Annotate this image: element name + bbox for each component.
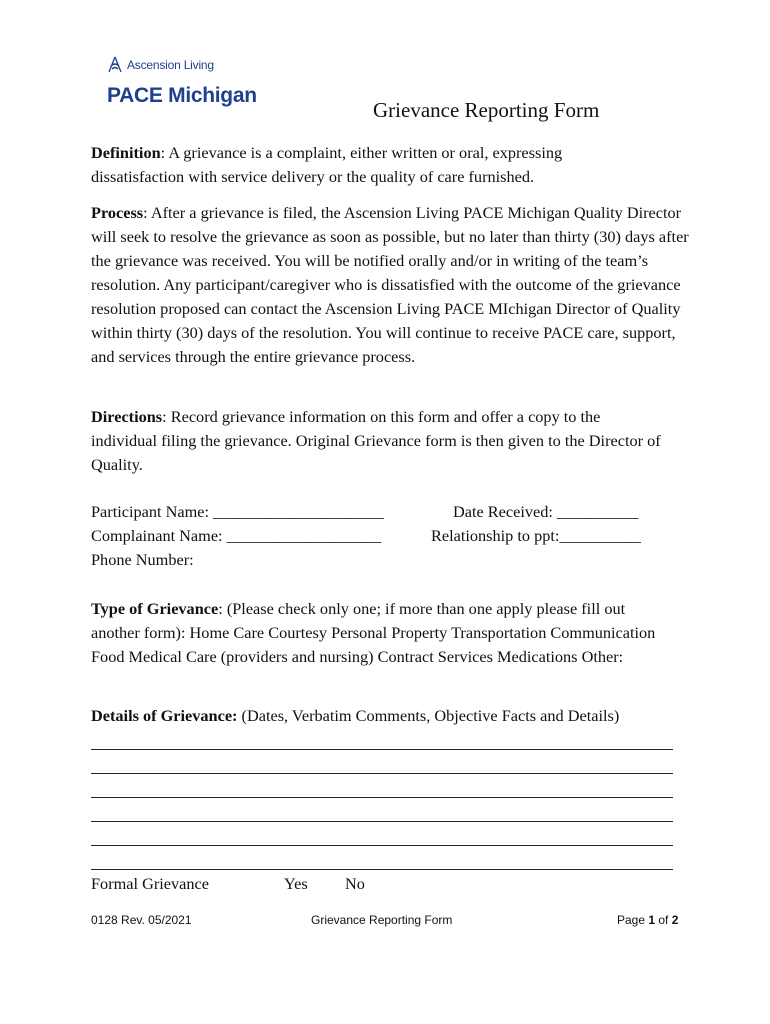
page-total: 2 — [671, 913, 679, 927]
directions-label: Directions — [91, 407, 163, 426]
relationship-field[interactable]: Relationship to ppt:__________ — [431, 526, 641, 545]
details-line[interactable] — [91, 773, 673, 774]
details-line[interactable] — [91, 821, 673, 822]
ascension-logo-icon — [107, 56, 123, 74]
formal-grievance-label: Formal Grievance — [91, 874, 209, 893]
complainant-name-field[interactable]: Complainant Name: ___________________ — [91, 526, 382, 545]
formal-no-option[interactable]: No — [345, 874, 365, 893]
process-label: Process — [91, 203, 144, 222]
process-text: : After a grievance is filed, the Ascension Living PACE Michigan Quality Director will seek to resolve the grievance as soon as possible, but no later than thirty (30) days after the grievance was received. You will be notified orally and/or in writing of the team’s resolution. Any participant/caregiver who is dissatisfied with the outcome of the grievance resolution proposed can contact the Ascension Living PACE MIchigan Director of Quality within thirty (30) days of the resolution. You will continue to receive PACE care, support, and services through the entire grievance process. — [91, 203, 689, 366]
details-label: Details of Grievance: — [91, 706, 238, 725]
type-of-grievance-options[interactable]: : (Please check only one; if more than one apply please fill out another form): Home Care Courtesy Personal Property Transportation Communication Food Medical Care (providers and nursing) Contract Services Medications Other: — [91, 599, 656, 666]
footer-page-number — [617, 913, 678, 927]
brand-logo-block — [107, 56, 257, 108]
page-title: Grievance Reporting Form — [373, 98, 600, 122]
participant-name-field[interactable]: Participant Name: _____________________ — [91, 502, 385, 521]
brand-living-text: Ascension Living — [127, 58, 214, 72]
definition-paragraph — [91, 141, 651, 189]
footer-center-title: Grievance Reporting Form — [311, 913, 453, 927]
process-paragraph — [91, 201, 689, 369]
type-of-grievance-label: Type of Grievance — [91, 599, 219, 618]
brand-pace-text: PACE Michigan — [107, 84, 257, 107]
details-heading — [91, 706, 619, 726]
details-line[interactable] — [91, 845, 673, 846]
details-line[interactable] — [91, 797, 673, 798]
page-current: 1 — [648, 913, 656, 927]
details-line[interactable] — [91, 749, 673, 750]
formal-yes-option[interactable]: Yes — [284, 874, 308, 893]
definition-text: : A grievance is a complaint, either written or oral, expressing dissatisfaction with service delivery or the quality of care furnished. — [91, 143, 563, 186]
type-of-grievance-paragraph — [91, 597, 676, 669]
details-line[interactable] — [91, 869, 673, 870]
page-of: of — [655, 913, 672, 927]
details-text: (Dates, Verbatim Comments, Objective Facts and Details) — [237, 706, 620, 725]
directions-paragraph — [91, 405, 661, 477]
date-received-field[interactable]: Date Received: __________ — [453, 502, 639, 521]
directions-text: : Record grievance information on this form and offer a copy to the individual filing the grievance. Original Grievance form is then given to the Director of Quality. — [91, 407, 661, 474]
definition-label: Definition — [91, 143, 161, 162]
footer-form-number: 0128 Rev. 05/2021 — [91, 913, 192, 927]
phone-number-field[interactable]: Phone Number: — [91, 550, 194, 569]
page-prefix: Page — [617, 913, 649, 927]
